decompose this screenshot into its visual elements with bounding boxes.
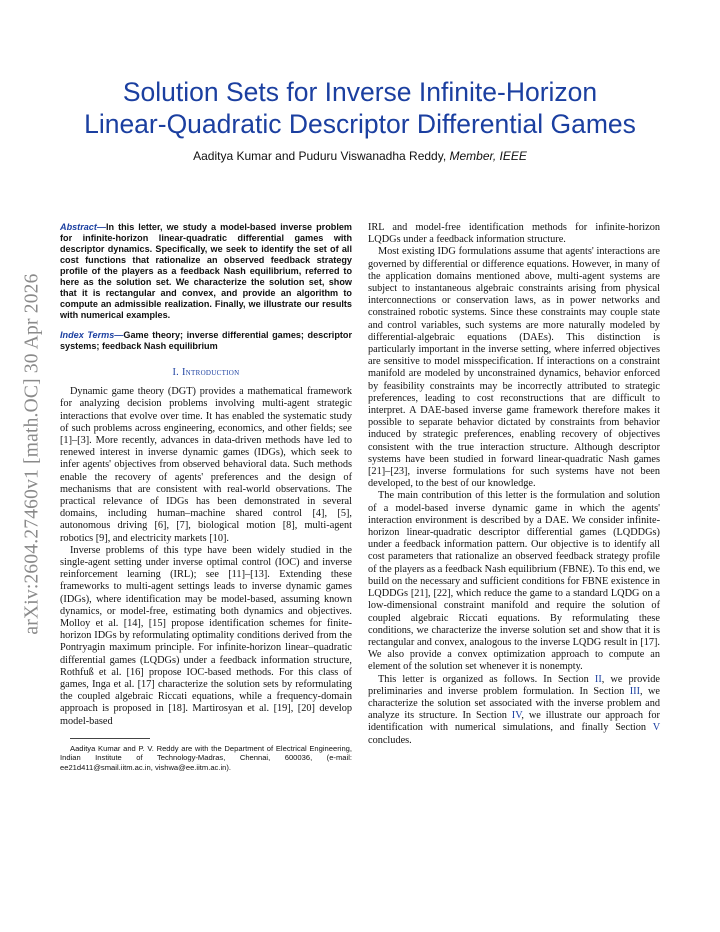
- title-line-1: Solution Sets for Inverse Infinite-Horizon: [122, 77, 598, 107]
- abstract: [60, 222, 352, 352]
- section-link-iv[interactable]: IV: [511, 710, 522, 722]
- paper-title: [40, 76, 680, 140]
- section-heading-introduction: [60, 367, 352, 379]
- author-names: Aaditya Kumar and Puduru Viswanadha Reddy,: [193, 149, 447, 163]
- abstract-text: In this letter, we study a model-based inverse problem for infinite-horizon linear-quadratic differential games with descriptor dynamics. Specifically, we seek to identify the set of all cost functions that rationalize an observed feedback strategy profile of the players as a feedback Nash equilibrium, referred to here as the solution set. We characterize the solution set, show that it is rectangular and convex, and provide an algorithm to compute an admissible realization. Finally, we illustrate our results with numerical examples.: [60, 222, 352, 320]
- section-link-iii[interactable]: III: [629, 685, 641, 697]
- intro-paragraph-organization: [368, 674, 660, 747]
- intro-paragraph-2: Inverse problems of this type have been widely studied in the single-agent setting under inverse optimal control (IOC) and inverse reinforcement learning (IRL); see [11]–[13]. Extending these frameworks to multi-agent settings leads to inverse dynamic games (IDGs), where identification may be model-based, assuming known dynamics, or model-free, estimating both dynamics and objectives. Molloy et al. [14], [15] propose identification schemes for finite-horizon IDGs by reformulating optimality conditions derived from the Pontryagin maximum principle. For infinite-horizon linear–quadratic differential games (LQDGs) under a feedback information structure, Rothfuß et al. [16] propose IOC-based methods. For this class of games, Inga et al. [17] characterize the solution sets by reformulating the coupled algebraic Riccati equations, while a frequency-domain approach is proposed in [18]. Martirosyan et al. [19], [20] develop model-based: [60, 544, 352, 727]
- arxiv-identifier: arXiv:2604.27460v1 [math.OC] 30 Apr 2026: [22, 273, 44, 635]
- abstract-paragraph: [60, 222, 352, 321]
- index-terms-lead: Index Terms—: [60, 330, 124, 340]
- index-terms-text: Game theory; inverse differential games; descriptor systems; feedback Nash equilibrium: [60, 330, 352, 351]
- arxiv-margin-stamp: [18, 228, 48, 680]
- intro-paragraph-2-continued: IRL and model-free identification methods for infinite-horizon LQDGs under a feedback information structure.: [368, 222, 660, 246]
- organization-text-e: concludes.: [368, 734, 412, 746]
- section-title: Introduction: [181, 367, 240, 378]
- organization-text-a: This letter is organized as follows. In Section: [378, 673, 595, 685]
- section-link-ii[interactable]: II: [594, 673, 602, 685]
- index-terms: [60, 330, 352, 352]
- intro-paragraph-3: Most existing IDG formulations assume that agents' interactions are governed by differential or difference equations. However, in many of the application domains mentioned above, multi-agent systems are subject to instantaneous algebraic constraints arising from physical interconnections or conservation laws, as in power networks and constrained robotic systems. Since these constraints may couple state and control variables, such systems are more naturally modeled by differential-algebraic equations (DAEs). This distinction is particularly important in the inverse setting, where inferred objectives are sensitive to model misspecification. If interactions on a constraint manifold are modeled by unconstrained dynamics, behavior enforced by feasibility constraints may be incorrectly attributed to strategic preferences, leading to cost reconstructions that are difficult to interpret. A DAE-based inverse game framework therefore makes it possible to separate behavior dictated by constraints from behavior induced by strategic preferences, enabling recovery of objectives consistent with the true interaction structure. Although descriptor systems have been studied in forward linear-quadratic Nash games [21]–[23], inverse formulations for such systems have not been developed, to the best of our knowledge.: [368, 246, 660, 490]
- organization-text-b: , we provide preliminaries and inverse problem formulation. In Section: [368, 673, 660, 697]
- affiliation-footnote: Aaditya Kumar and P. V. Reddy are with the Department of Electrical Engineering, Indian Institute of Technology-Madras, Chennai, 600036, (e-mail: ee21d411@smail.iitm.ac.in, vishwa@ee.iitm.ac.in).: [60, 743, 352, 772]
- section-link-v[interactable]: V: [652, 722, 660, 734]
- abstract-lead: Abstract—: [60, 222, 106, 232]
- author-line: [40, 149, 680, 163]
- organization-text-d: , we illustrate our approach for identification with numerical simulations, and finally Section: [368, 710, 660, 734]
- section-numeral: I.: [172, 367, 180, 378]
- right-column: [368, 222, 660, 747]
- organization-text-c: , we characterize the solution set associated with the inverse problem and analyze its structure. In Section: [368, 685, 660, 722]
- intro-paragraph-4: The main contribution of this letter is the formulation and solution of a model-based inverse dynamic game in which the agents' interaction environment is described by a DAE. We consider infinite-horizon linear-quadratic descriptor differential games (LQDDGs) under a feedback information pattern. Our objective is to identify all cost parameters that rationalize an observed feedback strategy profile of the players as a feedback Nash equilibrium (FBNE). To this end, we build on the necessary and sufficient conditions for FBNE existence in LQDDGs [21], [22], which reduce the game to a standard LQDG on a low-dimensional constraint manifold and require the solution of coupled algebraic Riccati equations. By reformulating these conditions, we characterize the inverse solution set and show that it is rectangular and convex, analogous to the inverse LQDG result in [17]. We also provide a convex optimization approach to compute an element of the solution set whenever it is nonempty.: [368, 490, 660, 673]
- footnote-divider: [70, 738, 150, 739]
- author-membership: Member, IEEE: [449, 149, 527, 163]
- intro-paragraph-1: Dynamic game theory (DGT) provides a mathematical framework for analyzing decision problems involving multi-agent strategic interactions that evolve over time. It has enabled the systematic study of such problems across engineering, economics, and other fields; see [1]–[3]. More recently, advances in data-driven methods have led to renewed interest in inverse dynamic games (IDGs), which seek to infer agents' objectives from observed behavioral data. Such methods enable the recovery of agents' preferences and the design of mechanisms that are consistent with real-world observations. The practical relevance of IDGs has been demonstrated in several domains, including human–machine shared control [4], [5], autonomous driving [6], [7], biological motion [8], multi-agent robotics [9], and electricity markets [10].: [60, 386, 352, 544]
- title-line-2: Linear-Quadratic Descriptor Differential Games: [84, 109, 636, 139]
- left-column: [60, 222, 352, 772]
